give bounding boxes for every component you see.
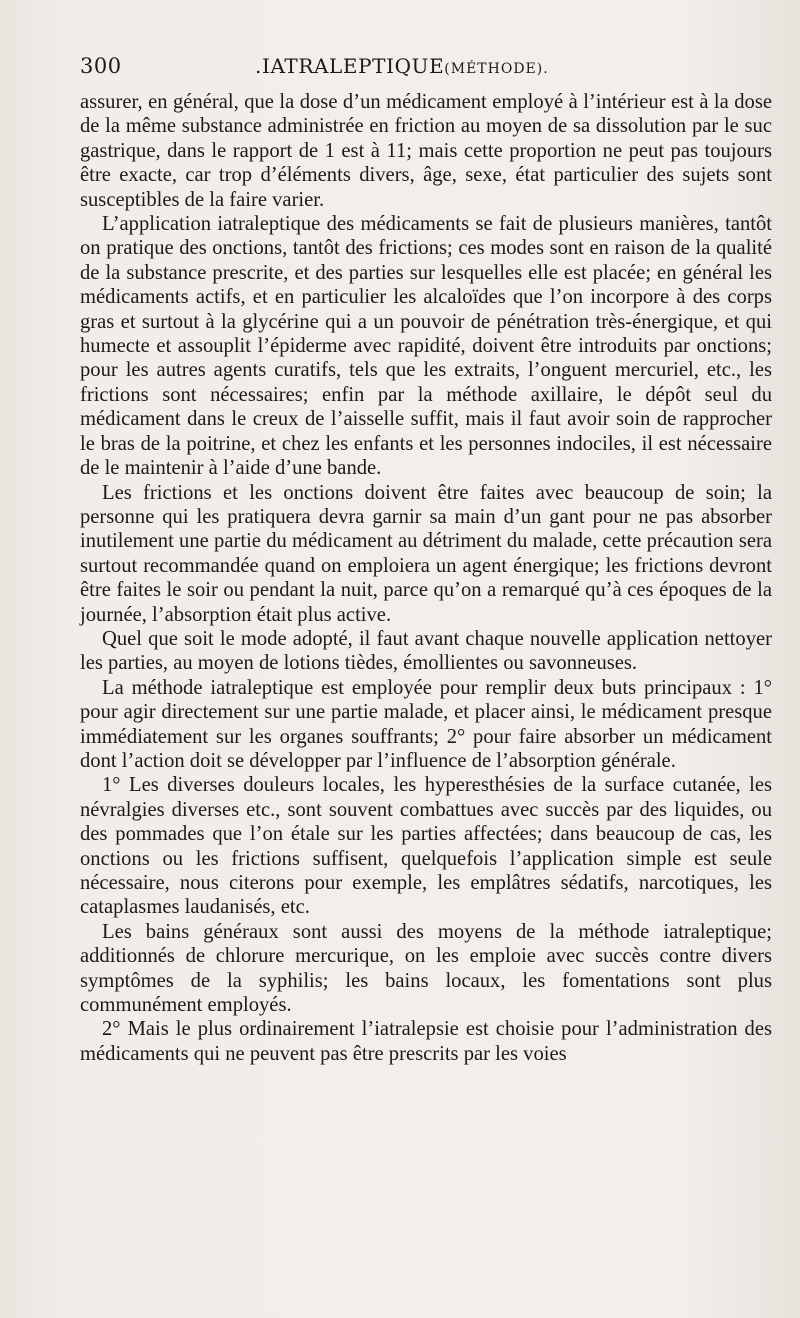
paragraph-mode: Quel que soit le mode adopté, il faut avant chaque nouvelle application nettoyer les parties, au moyen de lotions tièdes, émollientes ou savonneuses.: [80, 627, 772, 675]
paragraph-baths: Les bains généraux sont aussi des moyens de la méthode iatraleptique; additionnés de chlorure mercurique, on les emploie avec succès contre divers symptômes de la syphilis; les bains locaux, les fomentations sont plus communément employés.: [80, 920, 772, 1017]
paragraph-continuation: assurer, en général, que la dose d’un médicament employé à l’intérieur est à la dose de la même substance administrée en friction au moyen de sa dissolution par le suc gastrique, dans le rapport de 1 est à 11; mais cette proportion ne peut pas toujours être exacte, car trop d’éléments divers, âge, sexe, état particulier des sujets sont susceptibles de la faire varier.: [80, 91, 772, 211]
running-head: [80, 54, 772, 88]
paragraph-administration: 2° Mais le plus ordinairement l’iatralepsie est choisie pour l’administration des médicaments qui ne peuvent pas être prescrits par les voies: [80, 1018, 772, 1065]
paragraph-two-goals: La méthode iatraleptique est employée pour remplir deux buts principaux : 1° pour agir directement sur une partie malade, et placer ainsi, le médicament presque immédiatement sur les organes souffrants; 2° pour faire absorber un médicament dont l’action doit se développer par l’influence de l’absorption générale.: [80, 676, 772, 772]
paragraph-local-pains: 1° Les diverses douleurs locales, les hyperesthésies de la surface cutanée, les névralgies diverses etc., sont souvent combattues avec succès par des liquides, ou des pommades que l’on étale sur les parties affectées; dans beaucoup de cas, les onctions ou les frictions suffisent, quelquefois l’application simple est seule nécessaire, nous citerons pour exemple, les emplâtres sédatifs, narcotiques, les cataplasmes laudanisés, etc.: [80, 774, 772, 919]
paragraph-application: L’application iatraleptique des médicaments se fait de plusieurs manières, tantôt on pratique des onctions, tantôt des frictions; ces modes sont en raison de la qualité de la substance prescrite, et des parties sur lesquelles elle est placée; en général les médicaments actifs, et en particulier les alcaloïdes que l’on incorpore à des corps gras et surtout à la glycérine qui a un pouvoir de pénétration très-énergique, et qui humecte et assouplit l’épiderme avec rapidité, doivent être introduits par onctions; pour les autres agents curatifs, tels que les extraits, l’onguent mercuriel, etc., les frictions sont nécessaires; enfin par la méthode axillaire, le dépôt seul du médicament dans le creux de l’aisselle suffit, mais il faut avoir soin de rapprocher le bras de la poitrine, et chez les enfants et les personnes indociles, il est nécessaire de le maintenir à l’aide d’une bande.: [80, 213, 772, 480]
running-subtitle: (MÉTHODE).: [444, 61, 549, 77]
page-number: 300: [80, 54, 122, 78]
running-title: .IATRALEPTIQUE: [255, 54, 445, 78]
body-text: [80, 90, 772, 1066]
paragraph-frictions: Les frictions et les onctions doivent être faites avec beaucoup de soin; la personne qui les pratiquera devra garnir sa main d’un gant pour ne pas absorber inutilement une partie du médicament au détriment du malade, cette précaution sera surtout recommandée quand on emploiera un agent énergique; les frictions devront être faites le soir ou pendant la nuit, parce qu’on a remarqué qu’à ces époques de la journée, l’absorption était plus active.: [80, 481, 772, 626]
